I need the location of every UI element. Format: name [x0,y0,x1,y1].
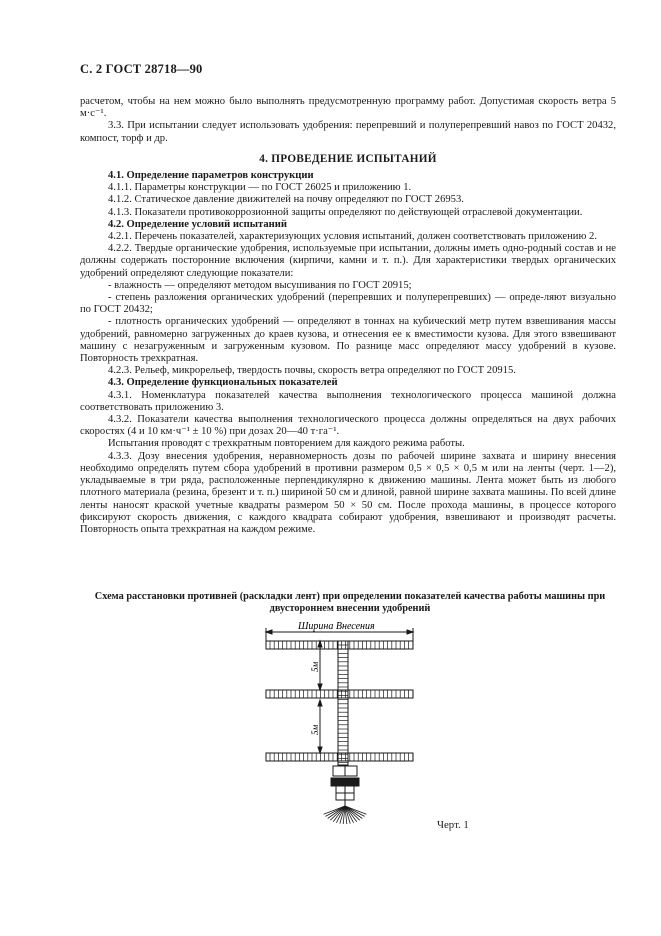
clause-4-1-1: 4.1.1. Параметры конструкции — по ГОСТ 26025 и приложению 1. [108,182,412,194]
figure-caption: Схема расстановки противней (раскладки лент) при определении показателей качества работы машины при двустороннем внесении удобрений [94,591,606,614]
clause-4-2-2-item-1: - влажность — определяют методом высушивания по ГОСТ 20915; [108,279,412,291]
clause-4-1-3: 4.1.3. Показатели противокоррозионной защиты определяют по действующей отраслевой документации. [108,206,583,218]
clause-4-2-2-item-3: - плотность органических удобрений — определяют в тоннах на кубический метр путем взвешивания массы удобрений, равномерно загруженных до краев кузова, и отнесения ее к вместимости кузова. Для этого взвешивают машину с незагруженным и загруженным кузовом. По разнице масс определяют массу удобрений в кузове. Повторность трехкратная. [80,316,616,365]
spread-ray [345,806,362,819]
center-tray-column [338,641,348,765]
spread-pattern [324,806,367,824]
subsection-4-2-title: 4.2. Определение условий испытаний [108,218,287,230]
clause-4-2-2: 4.2.2. Твердые органические удобрения, используемые при испытании, должны иметь одно-родный состав и не должны содержать посторонние включения (кирпичи, камни и т. п.). Для характеристики твердых органических удобрений определяют следующие показатели: [80,243,616,279]
subsection-4-3-title: 4.3. Определение функциональных показателей [108,377,338,389]
tractor-body [331,778,359,786]
width-label: Ширина Внесения [298,621,375,632]
spread-ray [328,806,345,819]
clause-4-3-3: 4.3.3. Дозу внесения удобрения, неравномерность дозы по рабочей ширине захвата и ширину внесения необходимо определять путем сбора удобрений в противни размером 0,5 × 0,5 × 0,5 м или на ленты (черт. 1—2), укладываемые в три ряда, расположенные перпендикулярно к движению машины. Лента может быть из любого плотного материала (резина, брезент и т. п.) шириной 50 см и длиной, равной ширине захвата машины. По всей длине ленты наносят краской учетные квадраты размером 50 × 50 см. После прохода машины, в процессе которого фиксируют скорость движения, с каждого квадрата собирают удобрения, взвешивают и производят расчеты. Повторность опыта трехкратная на каждом режиме. [80,450,616,535]
section-title: 4. ПРОВЕДЕНИЕ ИСПЫТАНИЙ [259,152,437,165]
clause-4-2-3: 4.2.3. Рельеф, микрорельеф, твердость почвы, скорость ветра определяют по ГОСТ 20915. [108,365,516,377]
spreader-machine [331,766,359,806]
intro-paragraph-1: расчетом, чтобы на нем можно было выполнять предусмотренную программу работ. Допустимая скорость ветра 5 м·с⁻¹. [80,96,616,120]
intro-paragraph-2: 3.3. При испытании следует использовать удобрения: перепревший и полуперепревший навоз по ГОСТ 20432, компост, торф и др. [80,120,616,144]
distance-label-2: 5м [310,724,320,735]
figure-number: Черт. 1 [437,819,469,831]
clause-4-3-1: 4.3.1. Номенклатура показателей качества выполнения технологического процесса машиной должна соответствовать приложению 3. [80,389,616,413]
page-header: С. 2 ГОСТ 28718—90 [80,62,203,76]
clause-4-3-2-note: Испытания проводят с трехкратным повторением для каждого режима работы. [108,438,465,450]
distance-label-1: 5м [310,661,320,672]
center-column [338,641,348,765]
tray-rows [266,641,413,761]
clause-4-3-2: 4.3.2. Показатели качества выполнения технологического процесса должны определяться на двух рабочих скоростях (4 и 10 км·ч⁻¹ ± 10 %) при дозах 20—40 т·га⁻¹. [80,414,616,438]
subsection-4-1-title: 4.1. Определение параметров конструкции [108,170,314,182]
clause-4-2-2-item-2: - степень разложения органических удобрений (перепревших и полуперепревших) — опреде-ляют визуально по ГОСТ 20432; [80,292,616,316]
clause-4-1-2: 4.1.2. Статическое давление движителей на почву определяют по ГОСТ 26953. [108,194,464,206]
clause-4-2-1: 4.2.1. Перечень показателей, характеризующих условия испытаний, должен соответствовать приложению 2. [108,231,597,243]
